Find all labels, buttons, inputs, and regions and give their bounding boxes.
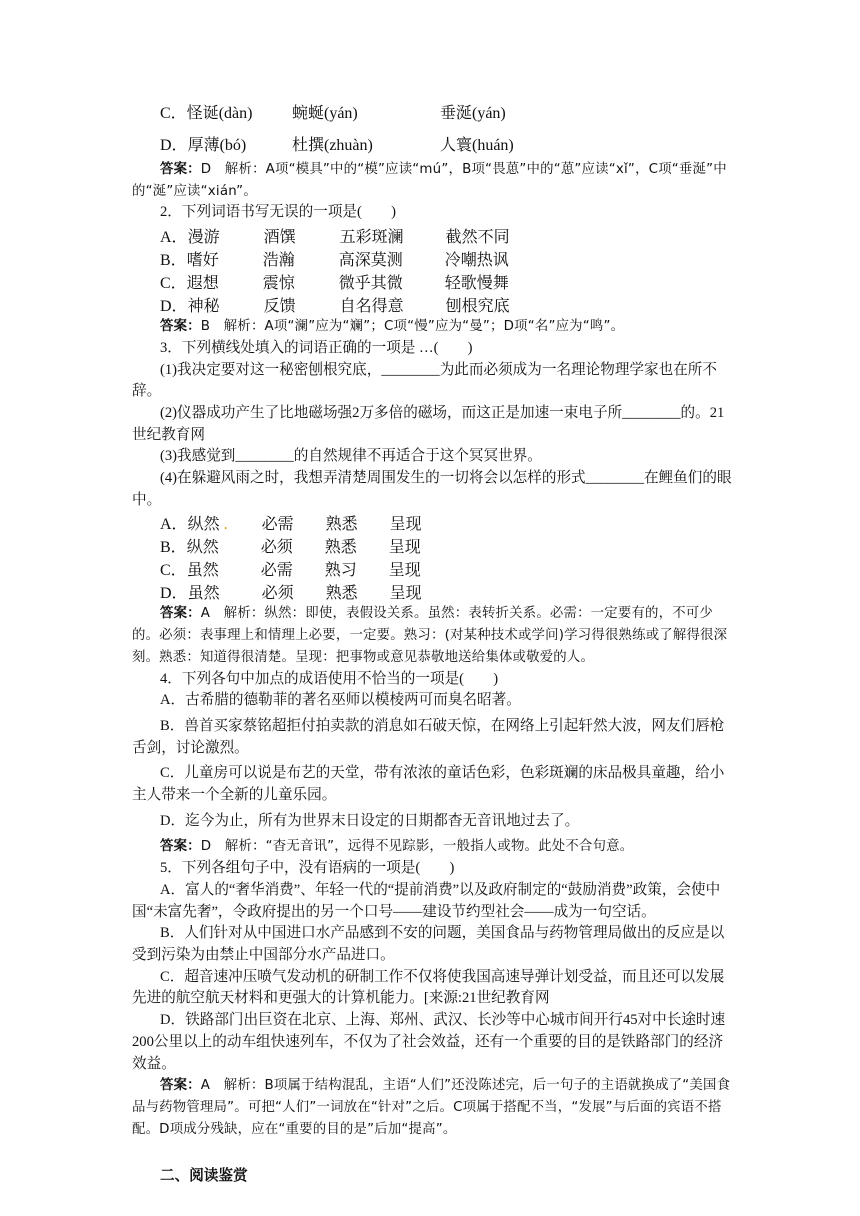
q2-stem: 2．下列词语书写无误的一项是( ) [160, 204, 396, 221]
q3-option-d: D． 虽然 必须 熟悉 呈现 [160, 585, 422, 603]
q3-stem: 3．下列横线处填入的词语正确的一项是 …( ) [160, 339, 473, 356]
q4-option-b: B．兽首买家蔡铭超拒付拍卖款的消息如石破天惊，在网络上引起轩然大波，网友们唇枪舌剑，讨论激烈。 [132, 717, 725, 756]
q3-answer: 答案：A 解析：纵然：即使，表假设关系。虽然：表转折关系。必需：一定要有的，不可少的。必须：表事理上和情理上必要，一定要。熟习：(对某种技术或学问)学习得很熟练或了解得很深刻。熟悉：知道得很清楚。呈现：把事物或意见恭敬地送给集体或敬爱的人。 [132, 606, 728, 665]
q4-answer: 答案：D 解析：“杳无音讯”，远得不见踪影，一般指人或物。此处不合句意。 [160, 839, 634, 855]
q4-option-c: C．儿童房可以说是布艺的天堂，带有浓浓的童话色彩，色彩斑斓的床品极具童趣，给小主人带来一个全新的儿童乐园。 [132, 765, 725, 804]
q4-stem: 4．下列各句中加点的成语使用不恰当的一项是( ) [160, 670, 499, 687]
q1-answer: 答案：D 解析：A项“模具”中的“模”应读“mú”，B项“畏葸”中的“葸”应读“xǐ”，C项“垂涎”中的“涎”应读“xián”。 [132, 162, 727, 199]
option-label: D． [160, 137, 188, 154]
q3-sentence-1: (1)我决定要对这一秘密刨根究底，________为此而必须成为一名理论物理学家也在所不辞。 [132, 361, 717, 400]
q3-sentence-2: (2)仪器成功产生了比地磁场强2万多倍的磁场，而这正是加速一束电子所________的。21世纪教育网 [132, 404, 725, 443]
q4-option-d: D．迄今为止，所有为世界末日设定的日期都杳无音讯地过去了。 [160, 812, 580, 829]
q2-option-b: B． 嗜好 浩瀚 高深莫测 冷嘲热讽 [160, 252, 509, 270]
option-word: 厚薄(bó) [187, 137, 247, 154]
q5-stem: 5．下列各组句子中，没有语病的一项是( ) [160, 860, 455, 877]
q1-option-d [132, 132, 732, 155]
q3-sentence-3: (3)我感觉到________的自然规律不再适合于这个冥冥世界。 [160, 448, 542, 465]
q5-option-a: A．富人的“奢华消费”、年轻一代的“提前消费”以及政府制定的“鼓励消费”政策，会使中国“未富先奢”，令政府提出的另一个口号——建设节约型社会——成为一句空话。 [132, 881, 721, 920]
q5-option-d: D．铁路部门出巨资在北京、上海、郑州、武汉、长沙等中心城市间开行45对中长途时速200公里以上的动车组快速列车，不仅为了社会效益，还有一个重要的目的是铁路部门的经济效益。 [132, 1012, 726, 1072]
section-heading-reading: 二、阅读鉴赏 [160, 1168, 248, 1185]
q3-option-c: C． 虽然 必需 熟习 呈现 [160, 562, 421, 580]
q1-option-c [132, 100, 732, 123]
exercise-content [132, 100, 732, 1188]
option-word: 垂涎(yán) [440, 105, 506, 122]
q3-option-a: A． 纵然 . 必需 熟悉 呈现 [160, 516, 422, 534]
q3-sentence-4: (4)在躲避风雨之时，我想弄清楚周围发生的一切将会以怎样的形式________在鲤鱼们的眼中。 [132, 470, 732, 508]
option-word: 人寰(huán) [440, 137, 514, 154]
q2-option-d: D． 神秘 反馈 自名得意 刨根究底 [160, 298, 510, 316]
option-word: 怪诞(dàn) [186, 105, 253, 122]
q2-answer: 答案：B 解析：A项“澜”应为“斓”；C项“慢”应为“曼”；D项“名”应为“鸣”。 [160, 319, 625, 335]
stray-dot: . [223, 516, 228, 534]
q3-option-b: B． 纵然 必须 熟悉 呈现 [160, 539, 421, 557]
q5-option-c: C．超音速冲压喷气发动机的研制工作不仅将使我国高速导弹计划受益，而且还可以发展先进的航空航天材料和更强大的计算机能力。[来源:21世纪教育网 [132, 968, 725, 1007]
q2-option-a: A． 漫游 酒馔 五彩斑澜 截然不同 [160, 229, 510, 247]
q5-answer: 答案：A 解析：B项属于结构混乱，主语“人们”还没陈述完，后一句子的主语就换成了“美国食品与药物管理局”。可把“人们”一词放在“针对”之后。C项属于搭配不当，“发展”与后面的宾语不搭配。D项成分残缺，应在“重要的目的是”后加“提高”。 [132, 1078, 731, 1137]
q2-option-c: C． 遐想 震惊 微乎其微 轻歌慢舞 [160, 275, 509, 293]
q5-option-b: B．人们针对从中国进口水产品感到不安的问题，美国食品与药物管理局做出的反应是以受到污染为由禁止中国部分水产品进口。 [132, 925, 725, 963]
q4-option-a: A．古希腊的德勒菲的著名巫师以模棱两可而臭名昭著。 [160, 692, 521, 709]
option-label: C． [160, 105, 187, 122]
option-word: 蜿蜒(yán) [292, 105, 358, 122]
option-word: 杜撰(zhuàn) [292, 137, 373, 154]
